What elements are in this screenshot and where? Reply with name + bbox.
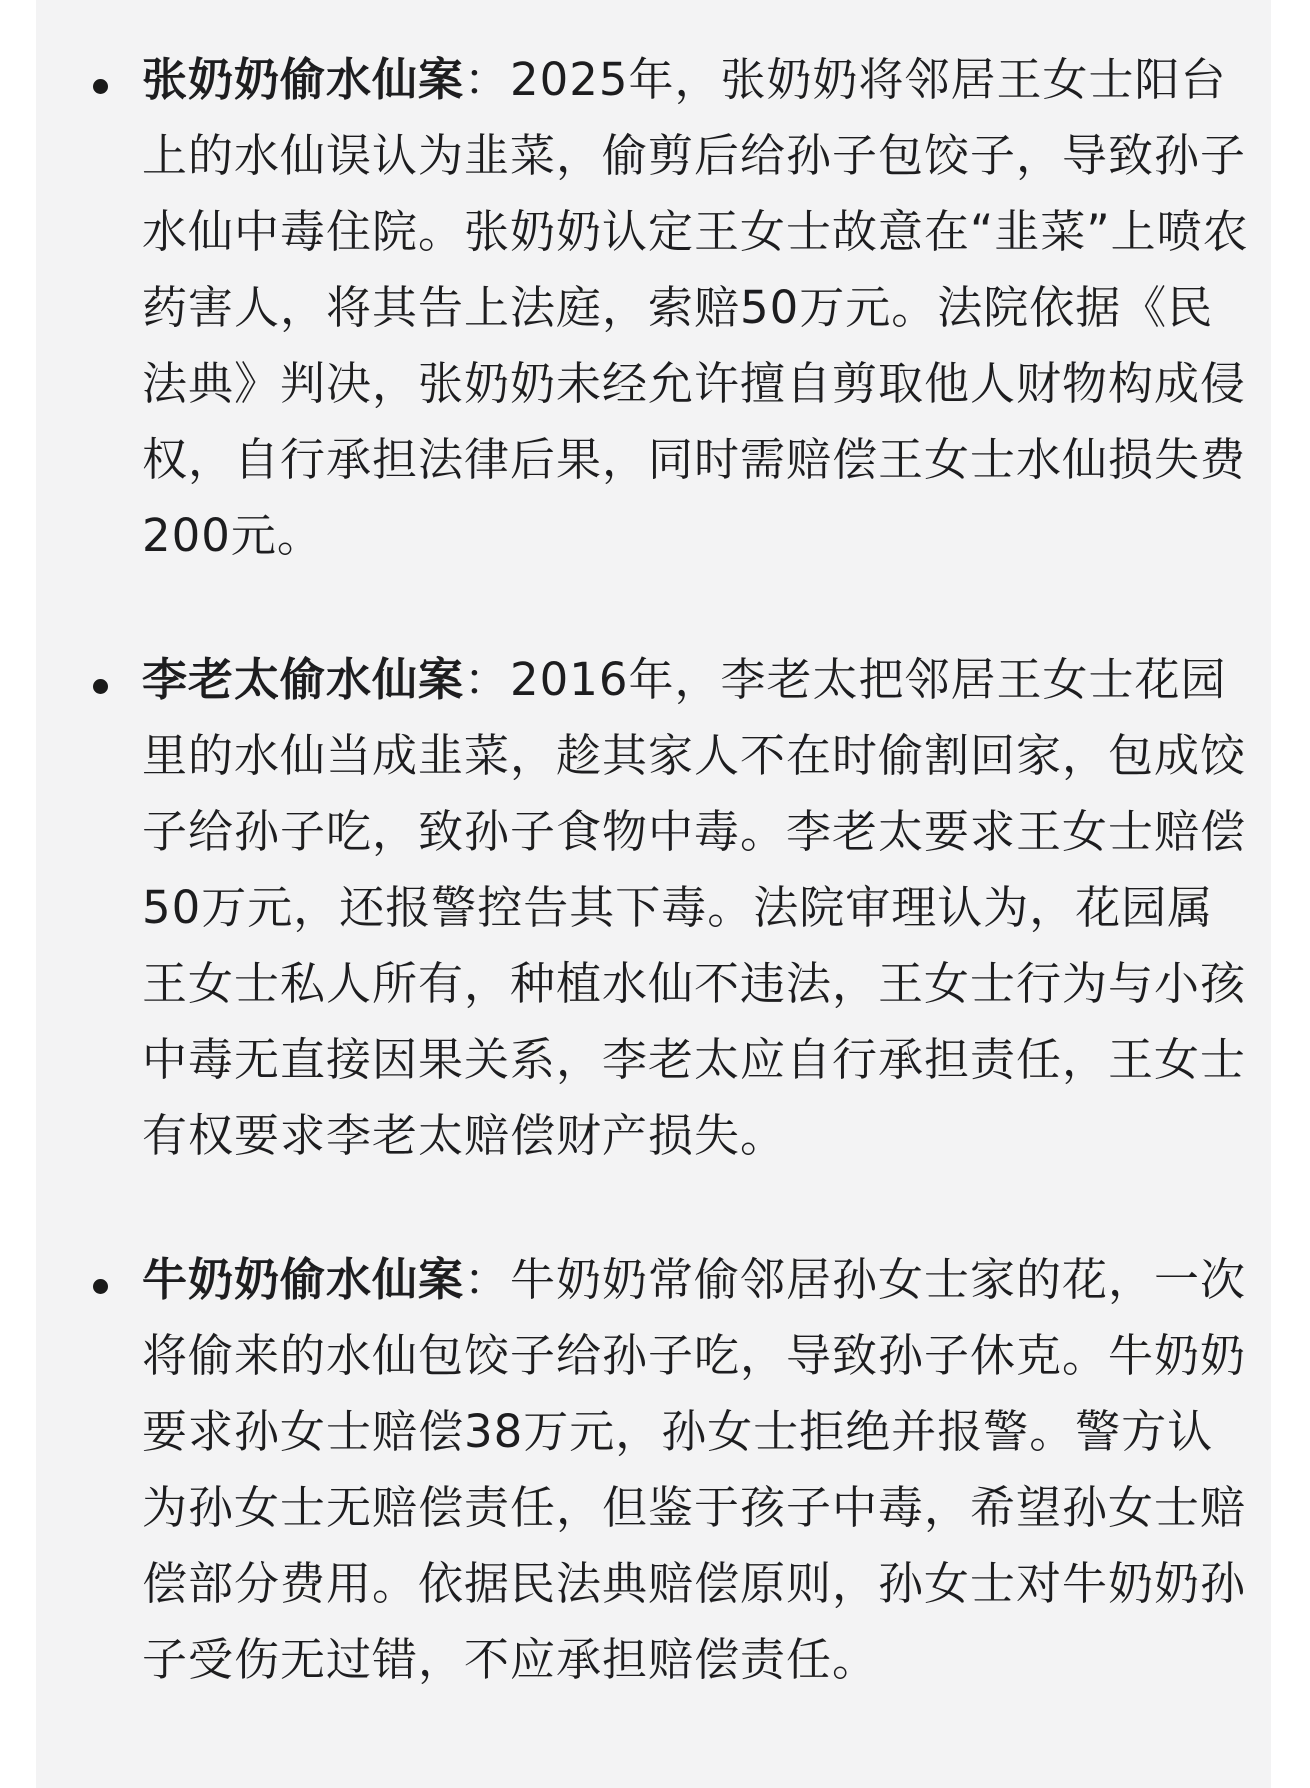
case-title-separator: ： xyxy=(464,1253,511,1306)
case-title-separator: ： xyxy=(464,53,511,106)
bullet-icon xyxy=(93,679,108,694)
case-title-separator: ： xyxy=(464,653,511,706)
case-paragraph xyxy=(142,642,1251,1174)
case-body: 2016年，李老太把邻居王女士花园里的水仙当成韭菜，趁其家人不在时偷割回家，包成饺子给孙子吃，致孙子食物中毒。李老太要求王女士赔偿50万元，还报警控告其下毒。法院审理认为，花园属王女士私人所有，种植水仙不违法，王女士行为与小孩中毒无直接因果关系，李老太应自行承担责任，王女士有权要求李老太赔偿财产损失。 xyxy=(142,653,1247,1162)
case-item-niu xyxy=(36,1242,1271,1698)
case-title: 李老太偷水仙案 xyxy=(142,653,465,706)
case-title: 张奶奶偷水仙案 xyxy=(142,53,465,106)
case-paragraph xyxy=(142,1242,1251,1698)
case-body: 牛奶奶常偷邻居孙女士家的花，一次将偷来的水仙包饺子给孙子吃，导致孙子休克。牛奶奶要求孙女士赔偿38万元，孙女士拒绝并报警。警方认为孙女士无赔偿责任，但鉴于孩子中毒，希望孙女士赔偿部分费用。依据民法典赔偿原则，孙女士对牛奶奶孙子受伤无过错，不应承担赔偿责任。 xyxy=(142,1253,1247,1686)
bullet-icon xyxy=(93,1279,108,1294)
case-paragraph xyxy=(142,42,1251,574)
document-page xyxy=(36,0,1271,1788)
case-item-li xyxy=(36,642,1271,1174)
case-body: 2025年，张奶奶将邻居王女士阳台上的水仙误认为韭菜，偷剪后给孙子包饺子，导致孙子水仙中毒住院。张奶奶认定王女士故意在“韭菜”上喷农药害人，将其告上法庭，索赔50万元。法院依据《民法典》判决，张奶奶未经允许擅自剪取他人财物构成侵权，自行承担法律后果，同时需赔偿王女士水仙损失费200元。 xyxy=(142,53,1249,562)
bullet-icon xyxy=(93,79,108,94)
case-title: 牛奶奶偷水仙案 xyxy=(142,1253,465,1306)
case-list xyxy=(36,42,1271,1766)
case-item-zhang xyxy=(36,42,1271,574)
